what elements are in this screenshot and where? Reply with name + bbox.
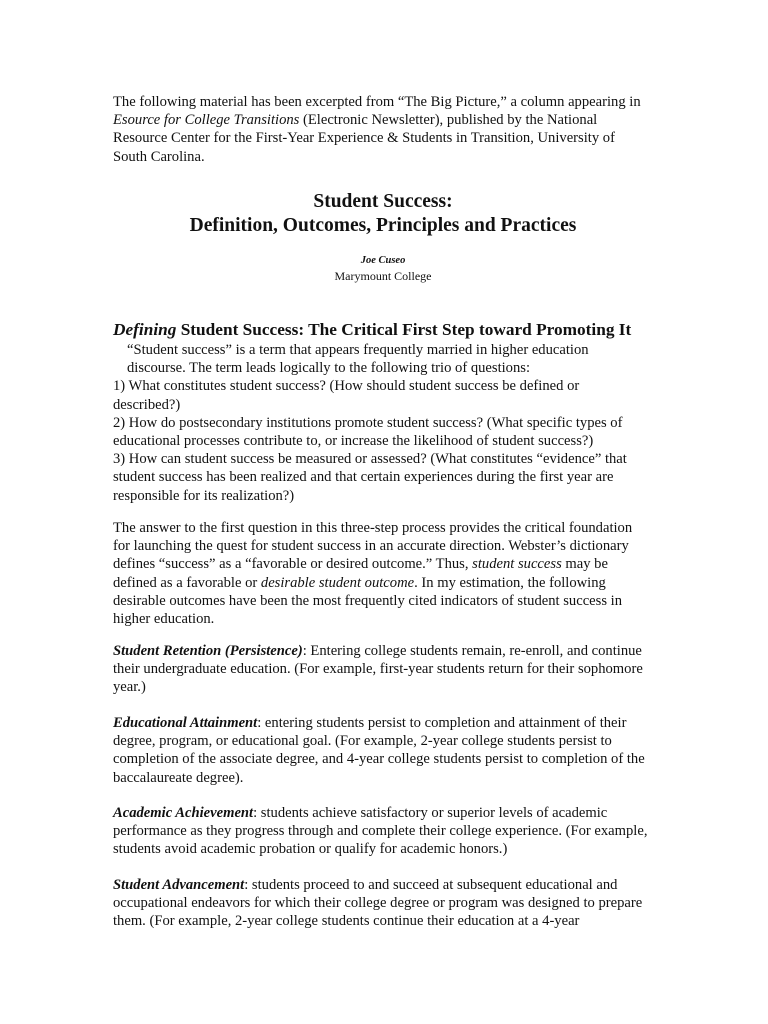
- outcome-description: : entering students persist to completion and attainment of their degree, program, or educational goal. (For example, 2-year college students persist to completion of the associate degree, and 4-year college students persist to completion of the baccalaureate degree).: [113, 715, 645, 786]
- answer-text-2: may be defined as a favorable or: [113, 556, 608, 591]
- heading-italic-word: Defining: [113, 320, 177, 339]
- opening-intro: “Student success” is a term that appears frequently married in higher education discourse. The term leads logically to the following trio of questions:: [127, 342, 589, 377]
- answer-emphasis-2: desirable student outcome: [260, 574, 415, 591]
- publication-name: Esource for College Transitions: [113, 112, 300, 129]
- intro-text-2: (Electronic Newsletter), published by the National Resource Center for the First-Year Experience & Students in Transition, University of South Carolina.: [113, 112, 615, 165]
- document-title: [113, 190, 653, 238]
- answer-paragraph: [113, 519, 648, 628]
- section-heading: [113, 318, 673, 342]
- title-line-2: Definition, Outcomes, Principles and Practices: [189, 215, 577, 236]
- outcome-achievement: [113, 804, 648, 859]
- author-affiliation: Marymount College: [334, 269, 432, 283]
- title-line-1: Student Success:: [313, 191, 453, 212]
- outcome-retention: [113, 642, 648, 697]
- question-3: 3) How can student success be measured or assessed? (What constitutes “evidence” that student success has been realized and that certain experiences during the first year are responsible for its realization?): [113, 451, 627, 504]
- intro-text-1: The following material has been excerpted from “The Big Picture,” a column appearing in: [113, 94, 641, 110]
- question-2: 2) How do postsecondary institutions promote student success? (What specific types of educational processes contribute to, or increase the likelihood of student success?): [113, 414, 623, 450]
- outcome-term: Student Advancement: [113, 877, 245, 893]
- answer-emphasis-1: student success: [472, 556, 562, 573]
- outcome-description: : Entering college students remain, re-enroll, and continue their undergraduate education. (For example, first-year students return for their sophomore year.): [113, 643, 643, 696]
- outcome-description: : students proceed to and succeed at subsequent educational and occupational endeavors for which their college degree or program was designed to prepare them. (For example, 2-year college students continue their education at a 4-year: [113, 877, 643, 930]
- author-name: Joe Cuseo: [360, 255, 406, 266]
- outcome-term: Student Retention (Persistence): [113, 643, 303, 659]
- outcome-description: : students achieve satisfactory or superior levels of academic performance as they progress through and complete their college experience. (For example, students avoid academic probation or qualify for academic honors.): [113, 805, 648, 858]
- question-1: 1) What constitutes student success? (How should student success be defined or described?): [113, 378, 580, 413]
- author-block: [113, 254, 653, 284]
- opening-paragraph: [113, 341, 648, 505]
- answer-text-1: The answer to the first question in this three-step process provides the critical foundation for launching the quest for student success in an accurate direction. Webster’s dictionary defines “success” as a “favorable or desired outcome.” Thus,: [113, 520, 633, 573]
- intro-paragraph: [113, 93, 648, 166]
- outcome-attainment: [113, 714, 648, 787]
- heading-rest: Student Success: The Critical First Step toward Promoting It: [176, 320, 632, 339]
- outcome-term: Academic Achievement: [113, 805, 254, 821]
- outcome-term: Educational Attainment: [113, 715, 258, 731]
- outcome-advancement: [113, 876, 648, 931]
- answer-text-3: . In my estimation, the following desirable outcomes have been the most frequently cited indicators of student success in higher education.: [113, 574, 623, 628]
